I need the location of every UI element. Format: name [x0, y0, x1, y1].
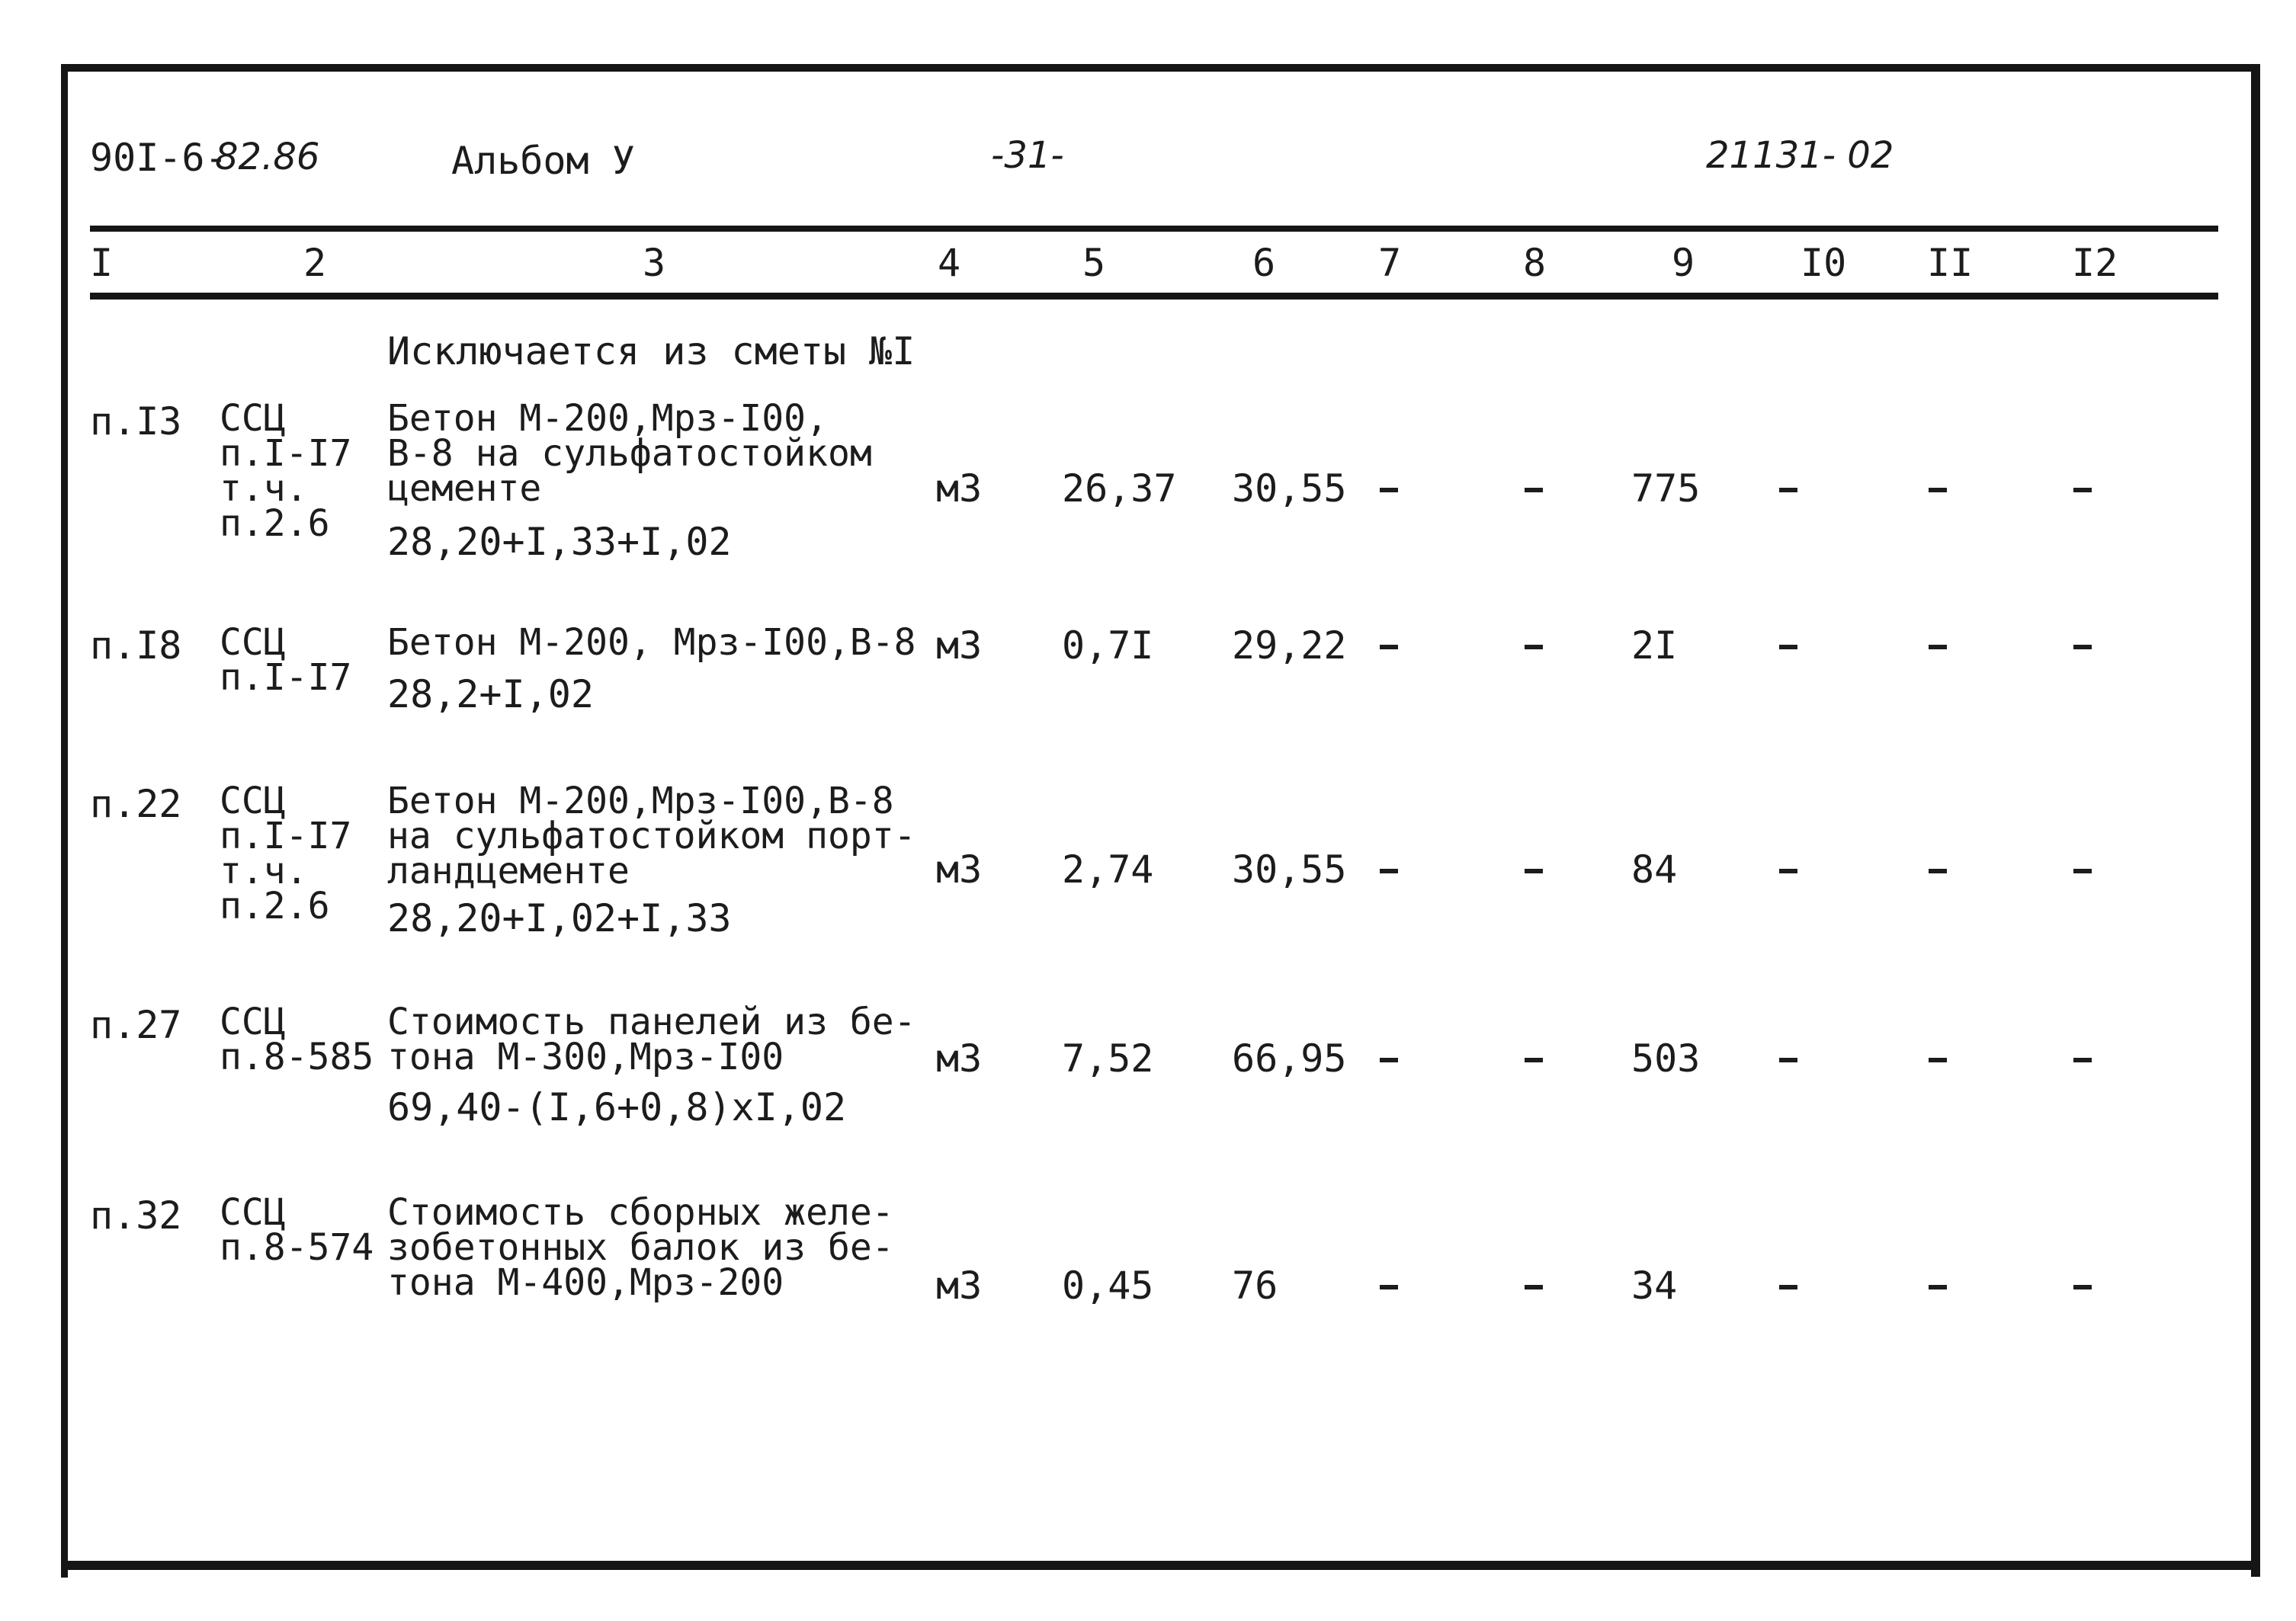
row-total: 34 [1631, 1264, 1678, 1308]
row-col12-dash [2073, 1285, 2092, 1289]
row-source: ССЦ п.I-I7 т.ч. п.2.6 [220, 397, 352, 545]
row-col10-dash [1779, 488, 1797, 492]
row-col11-dash [1929, 645, 1947, 649]
row-price: 30,55 [1232, 466, 1347, 511]
row-col7-dash [1380, 488, 1398, 492]
row-item-number: п.I8 [90, 623, 182, 668]
section-title: Исключается из сметы №I [387, 329, 916, 373]
row-unit: м3 [936, 847, 983, 892]
row-source: ССЦ п.8-574 [220, 1191, 374, 1269]
row-unit: м3 [936, 466, 983, 511]
doc-code: 90I-6- [90, 136, 228, 180]
row-item-number: п.I3 [90, 399, 182, 444]
row-total: 84 [1631, 847, 1678, 892]
row-col12-dash [2073, 869, 2092, 873]
row-col7-dash [1380, 645, 1398, 649]
row-unit: м3 [936, 1036, 983, 1081]
row-col11-dash [1929, 1058, 1947, 1062]
row-total: 503 [1631, 1036, 1701, 1081]
row-source: ССЦ п.I-I7 т.ч. п.2.6 [220, 780, 352, 927]
frame-border-bottom [61, 1561, 2260, 1570]
row-price: 29,22 [1232, 623, 1347, 668]
frame-border-right [2251, 64, 2260, 1577]
row-col11-dash [1929, 869, 1947, 873]
row-item-number: п.27 [90, 1003, 182, 1047]
column-number: I0 [1801, 241, 1847, 285]
row-quantity: 0,45 [1062, 1264, 1154, 1308]
row-price: 66,95 [1232, 1036, 1347, 1081]
row-description: Стоимость панелей из бе- тона М-300,Мрз-I00 [387, 1001, 916, 1078]
row-item-number: п.32 [90, 1193, 182, 1238]
project-code: 21131- 02 [1706, 134, 1894, 177]
row-quantity: 2,74 [1062, 847, 1154, 892]
row-total: 775 [1631, 466, 1701, 511]
column-number: 2 [303, 241, 327, 285]
album-label: Альбом У [451, 139, 635, 183]
row-description: Бетон М-200,Мрз-I00,В-8 на сульфатостойком порт- ландцементе [387, 780, 916, 892]
header-rule-top [90, 226, 2218, 232]
row-quantity: 0,7I [1062, 623, 1154, 668]
column-number: 3 [643, 241, 666, 285]
row-col12-dash [2073, 488, 2092, 492]
frame-border-top [61, 64, 2258, 72]
column-number: II [1927, 241, 1974, 285]
row-col7-dash [1380, 869, 1398, 873]
row-source: ССЦ п.I-I7 [220, 621, 352, 699]
column-number: 9 [1672, 241, 1695, 285]
column-number: 5 [1082, 241, 1106, 285]
row-col8-dash [1525, 1058, 1543, 1062]
row-col12-dash [2073, 1058, 2092, 1062]
row-col11-dash [1929, 488, 1947, 492]
frame-border-left [61, 64, 68, 1578]
row-formula: 28,2+I,02 [387, 672, 594, 716]
column-number: 7 [1378, 241, 1402, 285]
row-col8-dash [1525, 1285, 1543, 1289]
row-col8-dash [1525, 488, 1543, 492]
column-number: I [90, 241, 114, 285]
row-formula: 69,40-(I,6+0,8)хI,02 [387, 1085, 847, 1129]
row-description: Бетон М-200,Мрз-I00, В-8 на сульфатостойком цементе [387, 397, 872, 510]
row-col11-dash [1929, 1285, 1947, 1289]
row-col10-dash [1779, 1058, 1797, 1062]
row-total: 2I [1631, 623, 1678, 668]
column-number: 8 [1523, 241, 1547, 285]
row-description: Стоимость сборных желе- зобетонных балок из бе- тона М-400,Мрз-200 [387, 1191, 894, 1304]
row-col8-dash [1525, 645, 1543, 649]
header-rule-bottom [90, 293, 2218, 300]
row-col7-dash [1380, 1058, 1398, 1062]
row-quantity: 26,37 [1062, 466, 1177, 511]
column-number: 6 [1252, 241, 1276, 285]
row-price: 76 [1232, 1264, 1278, 1308]
column-number: I2 [2072, 241, 2118, 285]
row-col7-dash [1380, 1285, 1398, 1289]
row-col10-dash [1779, 869, 1797, 873]
doc-code-handwritten: 82.86 [215, 136, 320, 178]
row-source: ССЦ п.8-585 [220, 1001, 374, 1078]
row-col12-dash [2073, 645, 2092, 649]
row-col10-dash [1779, 645, 1797, 649]
page-number: -31- [991, 134, 1064, 177]
row-col8-dash [1525, 869, 1543, 873]
column-number: 4 [938, 241, 961, 285]
row-unit: м3 [936, 623, 983, 668]
row-col10-dash [1779, 1285, 1797, 1289]
row-description: Бетон М-200, Мрз-I00,В-8 [387, 621, 916, 664]
row-quantity: 7,52 [1062, 1036, 1154, 1081]
row-formula: 28,20+I,33+I,02 [387, 520, 732, 564]
row-unit: м3 [936, 1264, 983, 1308]
row-formula: 28,20+I,02+I,33 [387, 896, 732, 940]
row-item-number: п.22 [90, 782, 182, 826]
row-price: 30,55 [1232, 847, 1347, 892]
